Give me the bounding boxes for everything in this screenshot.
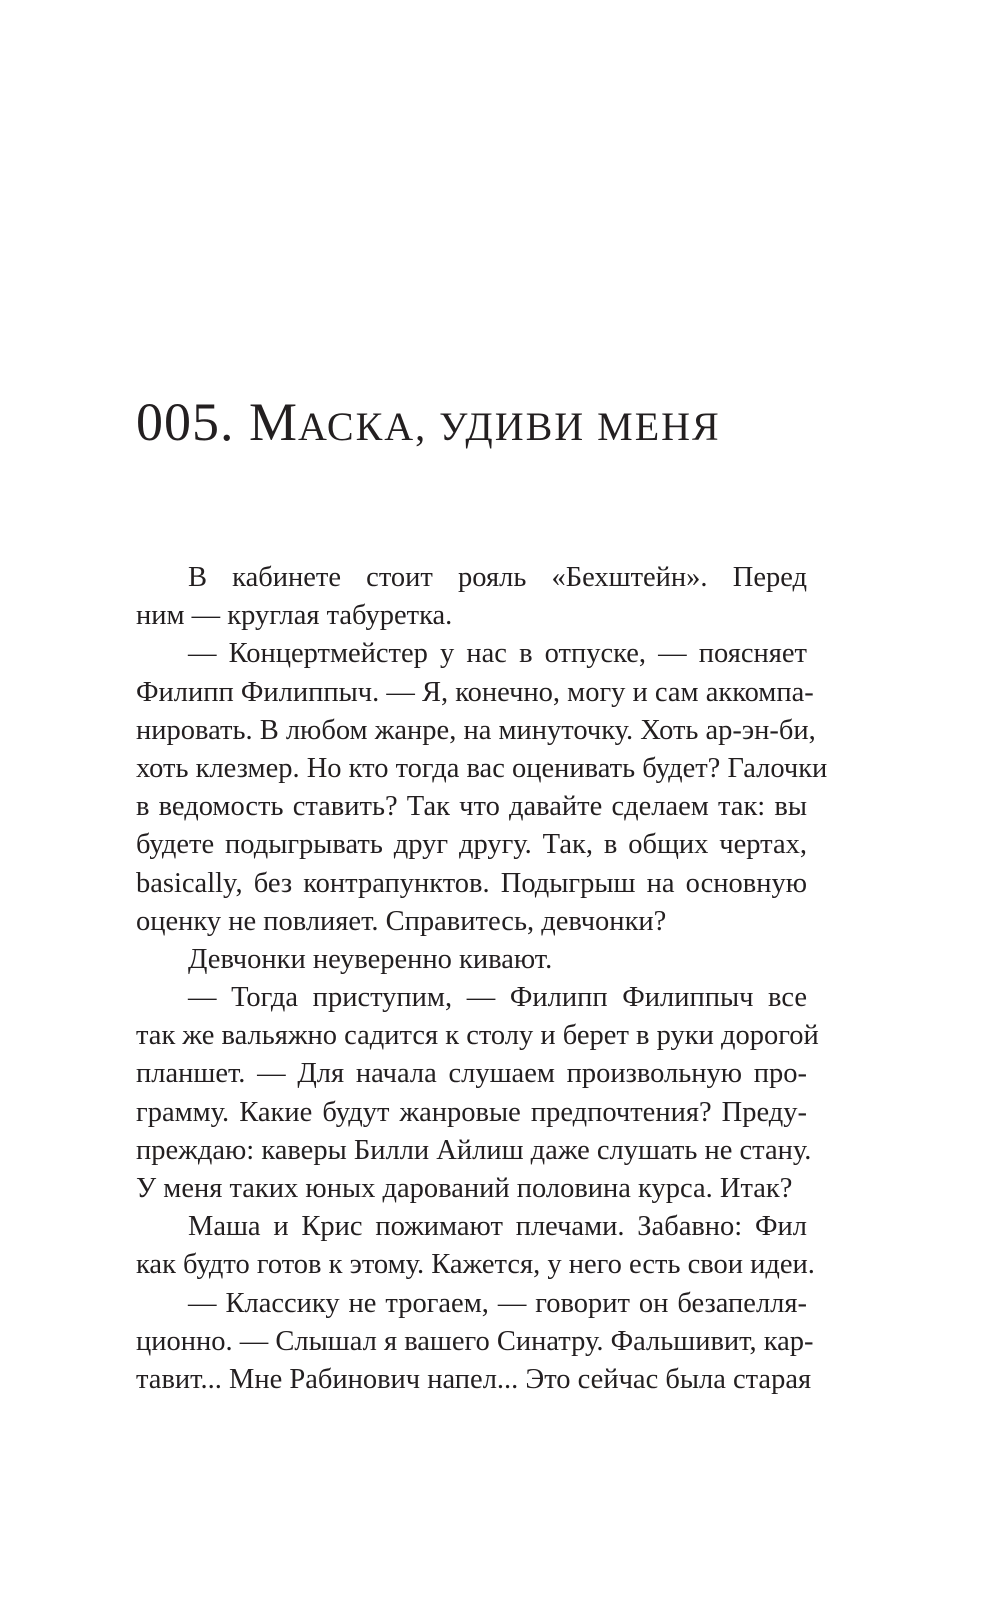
text-line: Филипп Филиппыч. — Я, конечно, могу и сам аккомпа- bbox=[136, 676, 814, 708]
text-line: Маша и Крис пожимают плечами. Забавно: Фил bbox=[188, 1211, 807, 1243]
text-line: У меня таких юных дарований половина курса. Итак? bbox=[136, 1173, 793, 1204]
chapter-title bbox=[136, 392, 721, 457]
text-line: как будто готов к этому. Кажется, у него есть свои идеи. bbox=[136, 1249, 815, 1281]
text-line: оценку не повлияет. Справитесь, девчонки? bbox=[136, 905, 667, 937]
text-line: хоть клезмер. Но кто тогда вас оценивать будет? Галочки bbox=[136, 752, 828, 784]
text-line: В кабинете стоит рояль «Бехштейн». Перед bbox=[188, 562, 807, 593]
text-line: грамму. Какие будут жанровые предпочтения? Преду- bbox=[136, 1096, 807, 1128]
chapter-title-initial: М bbox=[249, 392, 299, 452]
text-line: ним — круглая табуретка. bbox=[136, 600, 453, 632]
chapter-number: 005. bbox=[136, 392, 235, 452]
text-line: планшет. — Для начала слушаем произвольную про- bbox=[136, 1058, 807, 1090]
text-line: ционно. — Слышал я вашего Синатру. Фальшивит, кар- bbox=[136, 1325, 814, 1357]
text-line: — Тогда приступим, — Филипп Филиппыч все bbox=[188, 982, 807, 1014]
text-line: будете подыгрывать друг другу. Так, в общих чертах, bbox=[136, 829, 807, 861]
text-line: нировать. В любом жанре, на минуточку. Хоть ар-эн-би, bbox=[136, 714, 816, 746]
text-line: basically, без контрапунктов. Подыгрыш на основную bbox=[136, 867, 807, 899]
text-line: — Концертмейстер у нас в отпуске, — поясняет bbox=[188, 638, 807, 670]
text-line: — Классику не трогаем, — говорит он безапелля- bbox=[188, 1287, 807, 1319]
text-line: преждаю: каверы Билли Айлиш даже слушать не стану. bbox=[136, 1134, 812, 1166]
text-line: Девчонки неуверенно кивают. bbox=[188, 943, 553, 975]
chapter-body-text bbox=[136, 559, 828, 1399]
text-line: тавит... Мне Рабинович напел... Это сейчас была старая bbox=[136, 1363, 812, 1395]
text-line: в ведомость ставить? Так что давайте сделаем так: вы bbox=[136, 791, 807, 823]
chapter-title-text: АСКА, УДИВИ МЕНЯ bbox=[298, 404, 721, 449]
text-line: так же вальяжно садится к столу и берет в руки дорогой bbox=[136, 1020, 819, 1052]
